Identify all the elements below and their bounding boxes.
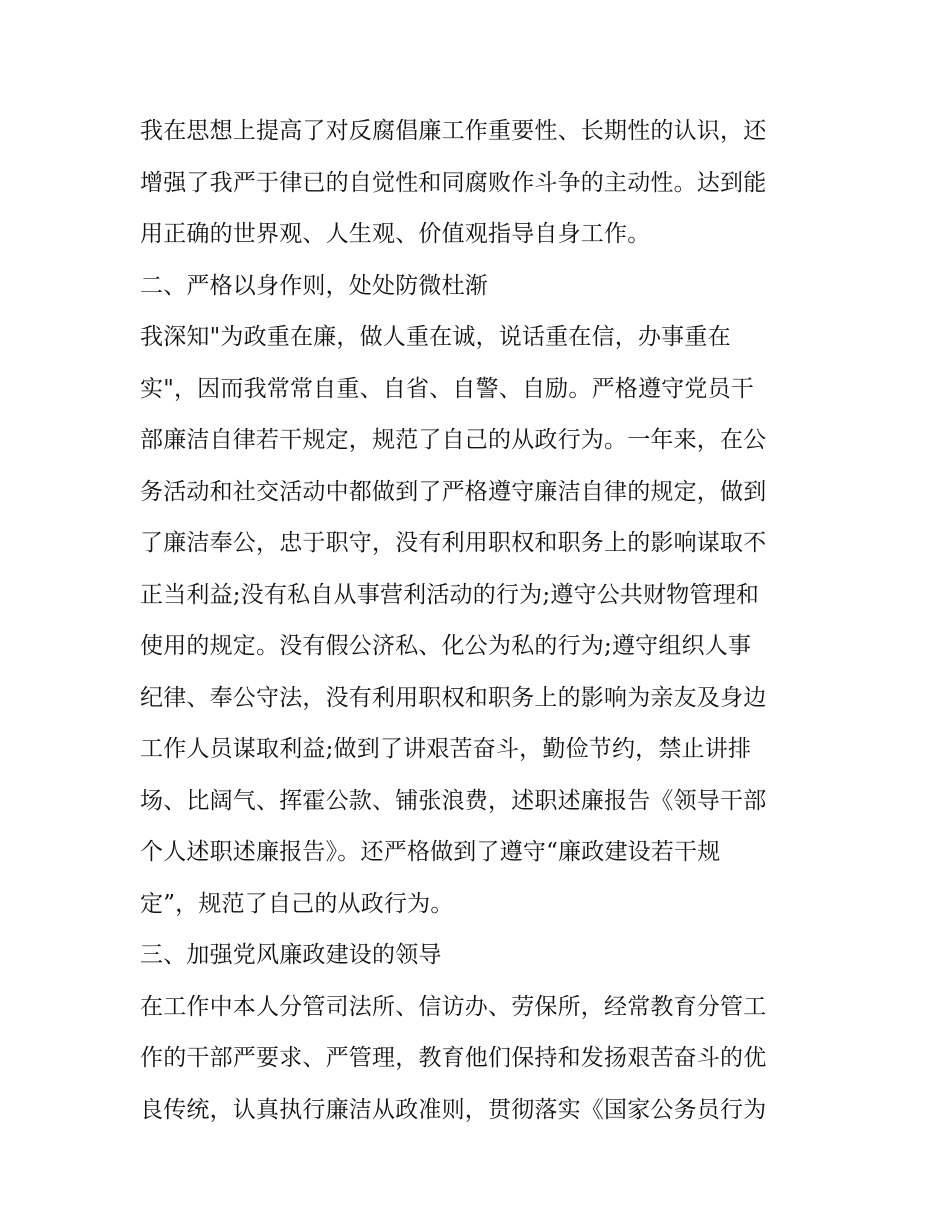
text-line: 定”，规范了自己的从政行为。 [140, 890, 454, 917]
section-heading: 三、加强党风廉政建设的领导 [140, 942, 442, 968]
text-line: 使用的规定。没有假公济私、化公为私的行为;遵守组织人事 [140, 633, 752, 659]
text-line: 我深知"为政重在廉，做人重在诚，说话重在信，办事重在 [140, 324, 731, 350]
text-line: 我在思想上提高了对反腐倡廉工作重要性、长期性的认识，还 [140, 118, 767, 144]
text-line: 个人述职述廉报告》。还严格做到了遵守“廉政建设若干规 [140, 839, 721, 865]
text-line: 务活动和社交活动中都做到了严格遵守廉洁自律的规定，做到 [140, 478, 767, 505]
text-line: 良传统，认真执行廉洁从政准则，贯彻落实《国家公务员行为 [140, 1096, 767, 1123]
section-heading: 二、严格以身作则，处处防微杜渐 [140, 272, 488, 299]
text-line: 用正确的世界观、人生观、价值观指导自身工作。 [140, 221, 651, 247]
text-line: 实"，因而我常常自重、自省、自警、自励。严格遵守党员干 [140, 375, 754, 402]
text-line: 了廉洁奉公，忠于职守，没有利用职权和职务上的影响谋取不 [140, 530, 767, 556]
text-line: 作的干部严要求、严管理，教育他们保持和发扬艰苦奋斗的优 [140, 1045, 767, 1071]
text-line: 工作人员谋取利益;做到了讲艰苦奋斗，勤俭节约，禁止讲排 [140, 736, 752, 762]
text-line: 正当利益;没有私自从事营利活动的行为;遵守公共财物管理和 [140, 581, 760, 608]
text-line: 纪律、奉公守法，没有利用职权和职务上的影响为亲友及身边 [140, 684, 767, 711]
text-line: 增强了我严于律已的自觉性和同腐败作斗争的主动性。达到能 [140, 169, 767, 196]
text-line: 部廉洁自律若干规定，规范了自己的从政行为。一年来，在公 [140, 427, 767, 453]
text-line: 在工作中本人分管司法所、信访办、劳保所，经常教育分管工 [140, 993, 767, 1020]
body-text [140, 106, 820, 1136]
text-line: 场、比阔气、挥霍公款、铺张浪费，述职述廉报告《领导干部 [140, 787, 767, 814]
